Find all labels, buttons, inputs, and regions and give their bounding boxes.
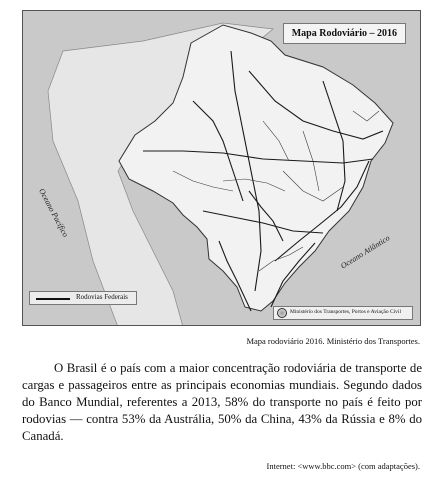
- map-legend: [29, 291, 137, 305]
- map-caption: Mapa rodoviário 2016. Ministério dos Transportes.: [246, 336, 420, 346]
- ocean-pacific-label: Oceano Pacífico: [37, 187, 71, 239]
- road-map: [22, 10, 421, 326]
- map-credit: [273, 306, 413, 320]
- ministry-seal-icon: [277, 308, 287, 318]
- credit-text: Ministério dos Transportes, Portos e Aviação Civil: [290, 309, 401, 315]
- body-paragraph: O Brasil é o país com a maior concentração rodoviária de transporte de cargas e passageiros entre as principais economias mundiais. Segundo dados do Banco Mundial, referentes a 2013, 58% do transporte no país é feito por rodovias — contra 53% da Austrália, 50% da China, 43% da Rússia e 8% do Canadá.: [22, 361, 422, 443]
- legend-line-icon: [36, 298, 70, 300]
- legend-label: Rodovias Federais: [76, 293, 128, 301]
- source-citation: Internet: <www.bbc.com> (com adaptações).: [266, 461, 420, 471]
- map-graphic: [23, 11, 421, 326]
- map-title: Mapa Rodoviário – 2016: [283, 23, 406, 44]
- ocean-atlantic-label: Oceano Atlântico: [339, 233, 392, 271]
